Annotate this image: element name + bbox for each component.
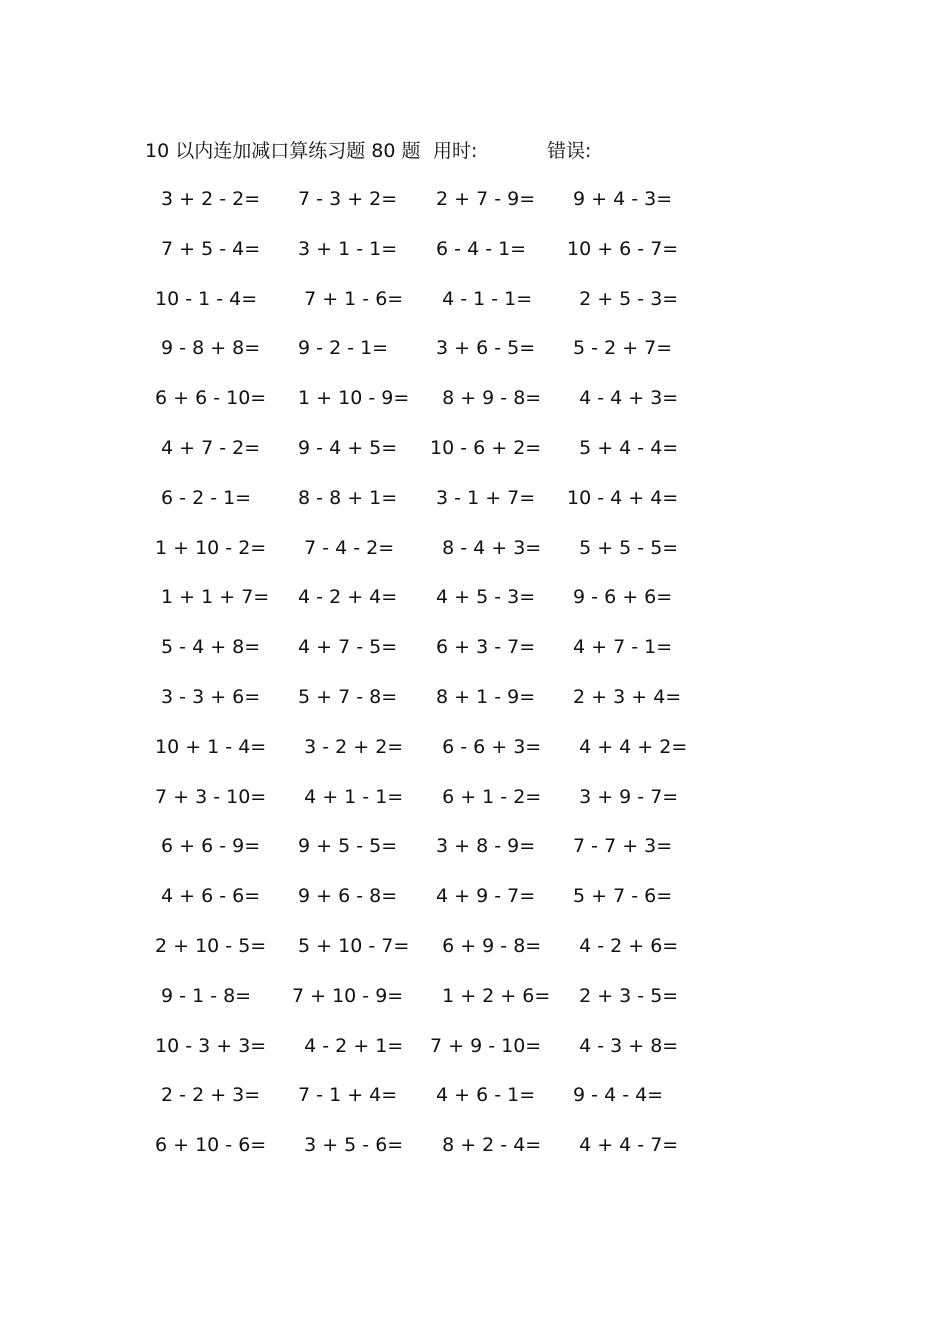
problem-item: 8 + 1 - 9= [430, 685, 536, 708]
problem-item: 4 + 4 + 2= [567, 735, 688, 758]
problem-item: 8 - 4 + 3= [430, 536, 542, 559]
problem-row [0, 883, 950, 933]
problem-item: 10 - 6 + 2= [430, 436, 542, 459]
problem-row [0, 335, 950, 385]
problem-row [0, 385, 950, 435]
problem-item: 4 - 2 + 4= [292, 586, 398, 609]
problem-row [0, 833, 950, 883]
problem-item: 3 + 2 - 2= [155, 188, 261, 210]
problem-item: 6 - 6 + 3= [430, 735, 542, 758]
problem-item: 2 + 5 - 3= [567, 287, 679, 310]
problem-item: 2 + 7 - 9= [430, 188, 536, 210]
problem-item: 5 - 2 + 7= [567, 337, 673, 360]
problem-item: 6 + 10 - 6= [155, 1134, 267, 1157]
problem-item: 10 - 1 - 4= [155, 287, 258, 310]
problem-item: 1 + 1 + 7= [155, 586, 270, 609]
problem-item: 9 - 8 + 8= [155, 337, 261, 360]
problem-item: 3 + 6 - 5= [430, 337, 536, 360]
problem-item: 7 + 10 - 9= [292, 984, 404, 1007]
problem-item: 9 - 4 + 5= [292, 436, 398, 459]
problem-row [0, 485, 950, 535]
problem-item: 8 + 2 - 4= [430, 1134, 542, 1157]
problem-item: 3 + 9 - 7= [567, 785, 679, 808]
problem-row [0, 684, 950, 734]
problem-item: 3 + 5 - 6= [292, 1134, 404, 1157]
problem-item: 7 - 4 - 2= [292, 536, 395, 559]
problem-item: 4 - 4 + 3= [567, 387, 679, 410]
problem-item: 9 - 4 - 4= [567, 1084, 664, 1107]
problem-item: 6 + 9 - 8= [430, 934, 542, 957]
problem-row [0, 535, 950, 585]
problem-item: 5 + 4 - 4= [567, 436, 679, 459]
problem-item: 5 + 5 - 5= [567, 536, 679, 559]
problem-item: 7 + 3 - 10= [155, 785, 267, 808]
problem-item: 3 - 2 + 2= [292, 735, 404, 758]
problem-item: 7 - 3 + 2= [292, 188, 398, 210]
problem-item: 9 - 6 + 6= [567, 586, 673, 609]
time-label: 用时: [433, 140, 478, 162]
problem-row [0, 634, 950, 684]
errors-label: 错误: [547, 140, 592, 162]
problem-item: 10 + 1 - 4= [155, 735, 267, 758]
problem-item: 1 + 10 - 2= [155, 536, 267, 559]
problem-item: 7 + 9 - 10= [430, 1034, 542, 1057]
problem-item: 6 + 6 - 10= [155, 387, 267, 410]
problem-item: 1 + 10 - 9= [292, 387, 410, 410]
problem-item: 5 + 7 - 8= [292, 685, 398, 708]
problem-item: 4 + 9 - 7= [430, 885, 536, 908]
worksheet-title: 10 以内连加减口算练习题 80 题 [145, 140, 421, 162]
problem-item: 2 + 10 - 5= [155, 934, 267, 957]
problem-item: 3 - 3 + 6= [155, 685, 261, 708]
problem-item: 6 + 3 - 7= [430, 636, 536, 659]
problem-item: 6 + 1 - 2= [430, 785, 542, 808]
problem-item: 4 - 1 - 1= [430, 287, 533, 310]
problem-item: 4 + 5 - 3= [430, 586, 536, 609]
problem-row [0, 435, 950, 485]
problem-row [0, 933, 950, 983]
problem-row [0, 1082, 950, 1132]
problem-item: 7 + 1 - 6= [292, 287, 404, 310]
problem-item: 9 - 2 - 1= [292, 337, 389, 360]
problem-item: 4 - 3 + 8= [567, 1034, 679, 1057]
problem-row [0, 286, 950, 336]
problem-item: 10 + 6 - 7= [567, 237, 679, 260]
problem-row [0, 1132, 950, 1182]
problem-item: 5 + 10 - 7= [292, 934, 410, 957]
problem-item: 4 + 7 - 2= [155, 436, 261, 459]
problem-row [0, 784, 950, 834]
problem-item: 4 - 2 + 1= [292, 1034, 404, 1057]
problem-item: 2 + 3 - 5= [567, 984, 679, 1007]
problem-item: 8 - 8 + 1= [292, 486, 398, 509]
problem-item: 4 + 7 - 1= [567, 636, 673, 659]
problem-item: 9 + 4 - 3= [567, 188, 673, 210]
problem-item: 6 + 6 - 9= [155, 835, 261, 858]
problem-item: 9 - 1 - 8= [155, 984, 252, 1007]
problem-item: 1 + 2 + 6= [430, 984, 551, 1007]
problem-item: 9 + 6 - 8= [292, 885, 398, 908]
problem-item: 6 - 4 - 1= [430, 237, 527, 260]
problem-item: 7 - 7 + 3= [567, 835, 673, 858]
problem-item: 9 + 5 - 5= [292, 835, 398, 858]
problem-row [0, 186, 950, 236]
problem-row [0, 236, 950, 286]
problem-item: 4 + 6 - 1= [430, 1084, 536, 1107]
problem-item: 4 - 2 + 6= [567, 934, 679, 957]
problem-item: 5 - 4 + 8= [155, 636, 261, 659]
problem-grid [0, 186, 950, 1182]
problem-item: 3 + 1 - 1= [292, 237, 398, 260]
problem-item: 4 + 7 - 5= [292, 636, 398, 659]
problem-item: 7 - 1 + 4= [292, 1084, 398, 1107]
problem-item: 7 + 5 - 4= [155, 237, 261, 260]
problem-item: 10 - 3 + 3= [155, 1034, 267, 1057]
problem-item: 6 - 2 - 1= [155, 486, 252, 509]
problem-item: 2 - 2 + 3= [155, 1084, 261, 1107]
problem-item: 2 + 3 + 4= [567, 685, 682, 708]
problem-row [0, 983, 950, 1033]
problem-item: 4 + 6 - 6= [155, 885, 261, 908]
problem-item: 4 + 1 - 1= [292, 785, 404, 808]
problem-item: 4 + 4 - 7= [567, 1134, 679, 1157]
problem-item: 5 + 7 - 6= [567, 885, 673, 908]
problem-item: 3 - 1 + 7= [430, 486, 536, 509]
problem-item: 3 + 8 - 9= [430, 835, 536, 858]
problem-row [0, 1033, 950, 1083]
problem-row [0, 584, 950, 634]
problem-row [0, 734, 950, 784]
problem-item: 8 + 9 - 8= [430, 387, 542, 410]
problem-item: 10 - 4 + 4= [567, 486, 679, 509]
